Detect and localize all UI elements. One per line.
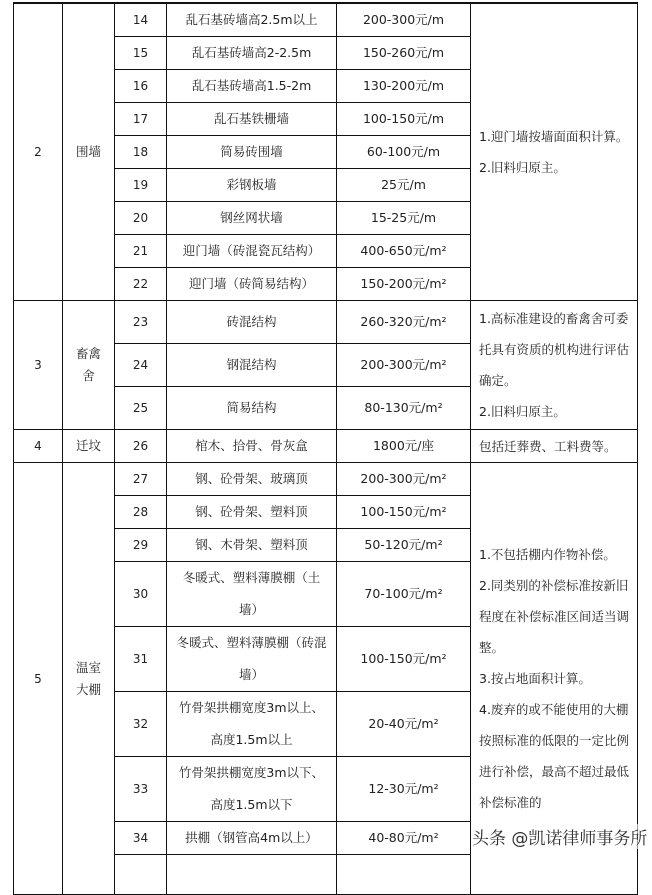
row-no: 20 [115,202,167,235]
group-category: 温室大棚 [63,463,115,895]
group-category: 围墙 [63,4,115,301]
note-line: 1.迎门墙按墙面面积计算。 [479,129,629,144]
row-price: 200-300元/m [337,4,471,37]
row-price: 15-25元/m [337,202,471,235]
row-price: 100-150元/m² [337,627,471,692]
group-category: 畜禽舍 [63,301,115,430]
row-no: 16 [115,70,167,103]
row-price: 20-40元/m² [337,692,471,757]
row-no: 29 [115,529,167,562]
row-price: 12-30元/m² [337,757,471,822]
row-price: 25元/m [337,169,471,202]
row-item: 冬暖式、塑料薄膜棚（砖混墙） [167,627,337,692]
row-price: 260-320元/m² [337,301,471,344]
row-item: 钢丝网状墙 [167,202,337,235]
row-no: 19 [115,169,167,202]
row-no: 26 [115,430,167,463]
note-line: 3.按占地面积计算。 [479,671,591,686]
row-no: 15 [115,37,167,70]
row-no: 27 [115,463,167,496]
row-price: 400-650元/m² [337,235,471,268]
row-no: 31 [115,627,167,692]
row-no: 32 [115,692,167,757]
row-item: 乱石基铁栅墙 [167,103,337,136]
row-item: 迎门墙（砖混瓷瓦结构） [167,235,337,268]
table-row [14,430,638,463]
row-price: 130-200元/m [337,70,471,103]
row-price: 100-150元/m [337,103,471,136]
watermark: 头条 @凯诺律师事务所 [472,824,647,849]
note-line: 4.废弃的或不能使用的大棚按照标准的低限的一定比例进行补偿，最高不超过最低补偿标准的 [479,702,630,810]
row-price: 200-300元/m² [337,463,471,496]
row-no: 25 [115,387,167,430]
note-line: 2.同类别的补偿标准按新旧程度在补偿标准区间适当调整。 [479,578,630,655]
row-price: 60-100元/m [337,136,471,169]
row-item: 竹骨架拱棚宽度3m以上、高度1.5m以上 [167,692,337,757]
row-no: 14 [115,4,167,37]
compensation-table [13,2,638,895]
group-note: 包括迁葬费、工料费等。 [471,430,638,463]
note-line: 2.旧料归原主。 [479,160,566,175]
row-item: 简易砖围墙 [167,136,337,169]
row-item: 钢、砼骨架、塑料顶 [167,496,337,529]
group-index: 4 [14,430,63,463]
table-row [14,301,638,344]
row-price: 80-130元/m² [337,387,471,430]
table-row [14,463,638,496]
row-price: 150-260元/m [337,37,471,70]
note-line: 1.不包括棚内作物补偿。 [479,547,616,562]
group-index: 2 [14,4,63,301]
group-category: 迁坟 [63,430,115,463]
row-item: 乱石基砖墙高1.5-2m [167,70,337,103]
row-price: 100-150元/m² [337,496,471,529]
row-item: 冬暖式、塑料薄膜棚（土墙） [167,562,337,627]
row-price: 40-80元/m² [337,822,471,855]
group-note [471,301,638,430]
row-item: 钢、砼骨架、玻璃顶 [167,463,337,496]
row-item: 拱棚（钢管高4m以上） [167,822,337,855]
row-item: 简易结构 [167,387,337,430]
note-line: 1.高标准建设的畜禽舍可委托具有资质的机构进行评估确定。 [479,311,630,388]
table-row [14,4,638,37]
row-item: 钢、木骨架、塑料顶 [167,529,337,562]
row-no: 21 [115,235,167,268]
group-index: 3 [14,301,63,430]
group-note [471,4,638,301]
row-no: 33 [115,757,167,822]
row-price: 70-100元/m² [337,562,471,627]
row-item: 乱石基砖墙高2.5m以上 [167,4,337,37]
row-no: 22 [115,268,167,301]
row-no: 17 [115,103,167,136]
row-item: 乱石基砖墙高2-2.5m [167,37,337,70]
row-item: 竹骨架拱棚宽度3m以下、高度1.5m以下 [167,757,337,822]
row-item: 砖混结构 [167,301,337,344]
row-item: 棺木、拾骨、骨灰盒 [167,430,337,463]
row-no: 23 [115,301,167,344]
row-item: 钢混结构 [167,344,337,387]
group-index: 5 [14,463,63,895]
row-price: 150-200元/m² [337,268,471,301]
row-price: 200-300元/m² [337,344,471,387]
row-no: 24 [115,344,167,387]
row-no: 34 [115,822,167,855]
row-no: 28 [115,496,167,529]
row-price: 50-120元/m² [337,529,471,562]
row-no: 30 [115,562,167,627]
row-item: 迎门墙（砖简易结构） [167,268,337,301]
note-line: 2.旧料归原主。 [479,404,566,419]
row-price: 1800元/座 [337,430,471,463]
row-item: 彩钢板墙 [167,169,337,202]
row-no: 18 [115,136,167,169]
